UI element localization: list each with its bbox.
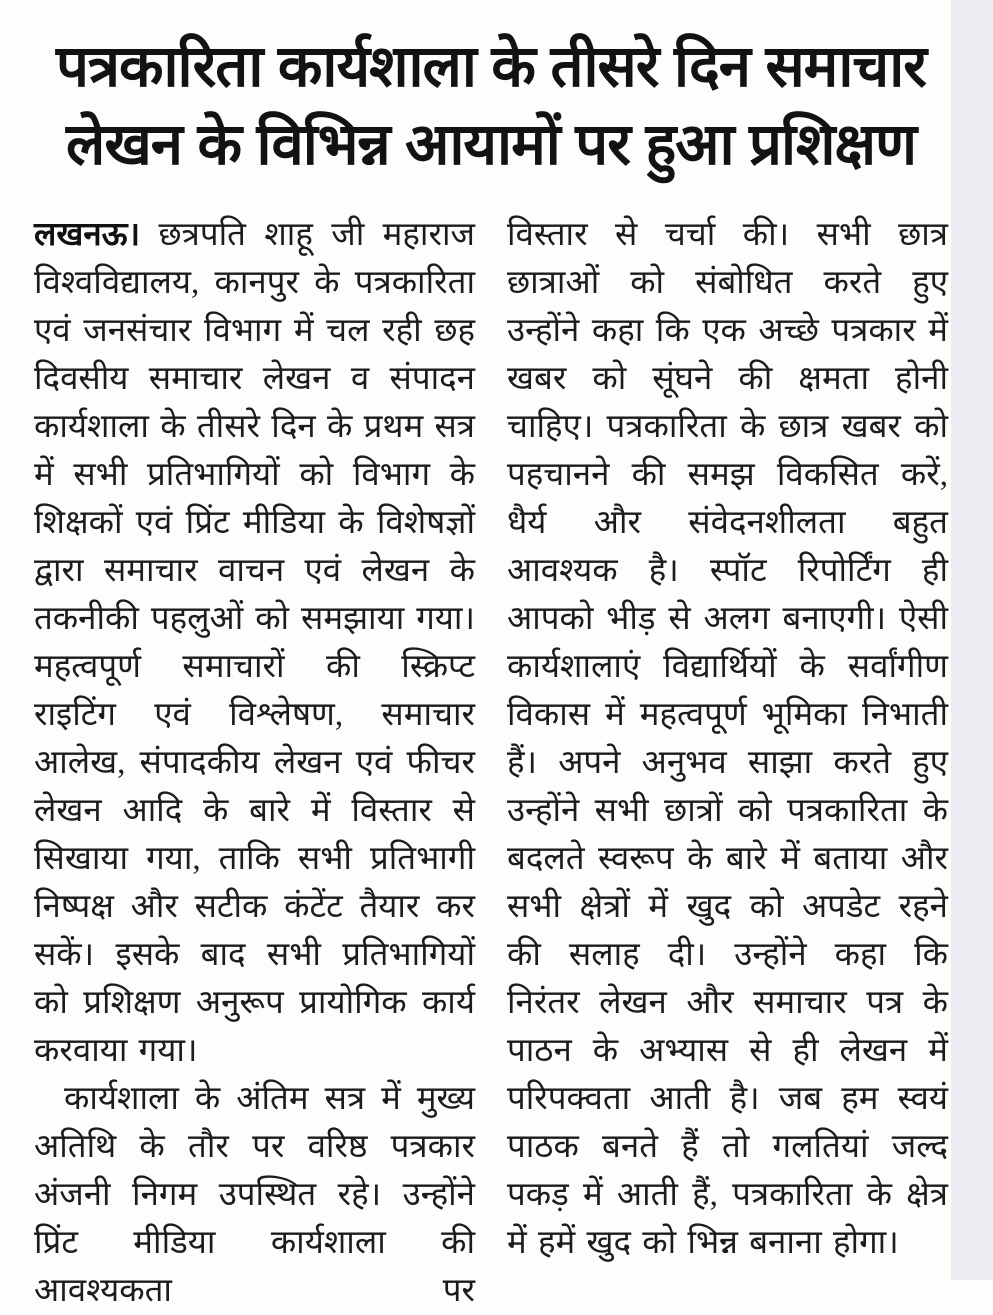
article-body <box>34 211 948 1315</box>
article-headline: पत्रकारिता कार्यशाला के तीसरे दिन समाचार लेखन के विभिन्न आयामों पर हुआ प्रशिक्षण <box>56 34 926 177</box>
paragraph-2-continuation: विस्तार से चर्चा की। सभी छात्र छात्राओं को संबोधित करते हुए उन्होंने कहा कि एक अच्छे पत्रकार में खबर को सूंघने की क्षमता होनी चाहिए। पत्रकारिता के छात्र खबर को पहचानने की समझ विकसित करें, धैर्य और संवेदनशीलता बहुत आवश्यक है। स्पॉट रिपोर्टिंग ही आपको भीड़ से अलग बनाएगी। ऐसी कार्यशालाएं विद्यार्थियों के सर्वांगीण विकास में महत्वपूर्ण भूमिका निभाती हैं। अपने अनुभव साझा करते हुए उन्होंने सभी छात्रों को पत्रकारिता के बदलते स्वरूप के बारे में बताया और सभी क्षेत्रों में खुद को अपडेट रहने की सलाह दी। उन्होंने कहा कि निरंतर लेखन और समाचार पत्र के पाठन के अभ्यास से ही लेखन में परिपक्वता आती है। जब हम स्वयं पाठक बनते हैं तो गलतियां जल्द पकड़ में आती हैं, पत्रकारिता के क्षेत्र में हमें खुद को भिन्न बनाना होगा। <box>507 217 948 1262</box>
page-edge-strip <box>951 0 993 1280</box>
news-article <box>34 20 948 1315</box>
right-column <box>507 211 948 1315</box>
left-column <box>34 211 475 1315</box>
paragraph-1 <box>34 211 475 1075</box>
paragraph-2: कार्यशाला के अंतिम सत्र में मुख्य अतिथि के तौर पर वरिष्ठ पत्रकार अंजनी निगम उपस्थित रहे। उन्होंने प्रिंट मीडिया कार्यशाला की आवश्यकता पर <box>34 1081 475 1310</box>
paragraph-1-text: छत्रपति शाहू जी महाराज विश्वविद्यालय, कानपुर के पत्रकारिता एवं जनसंचार विभाग में चल रही छह दिवसीय समाचार लेखन व संपादन कार्यशाला के तीसरे दिन के प्रथम सत्र में सभी प्रतिभागियों को विभाग के शिक्षकों एवं प्रिंट मीडिया के विशेषज्ञों द्वारा समाचार वाचन एवं लेखन के तकनीकी पहलुओं को समझाया गया। महत्वपूर्ण समाचारों की स्क्रिप्ट राइटिंग एवं विश्लेषण, समाचार आलेख, संपादकीय लेखन एवं फीचर लेखन आदि के बारे में विस्तार से सिखाया गया, ताकि सभी प्रतिभागी निष्पक्ष और सटीक कंटेंट तैयार कर सकें। इसके बाद सभी प्रतिभागियों को प्रशिक्षण अनुरूप प्रायोगिक कार्य करवाया गया। <box>34 217 475 1070</box>
dateline: लखनऊ। <box>34 217 141 254</box>
